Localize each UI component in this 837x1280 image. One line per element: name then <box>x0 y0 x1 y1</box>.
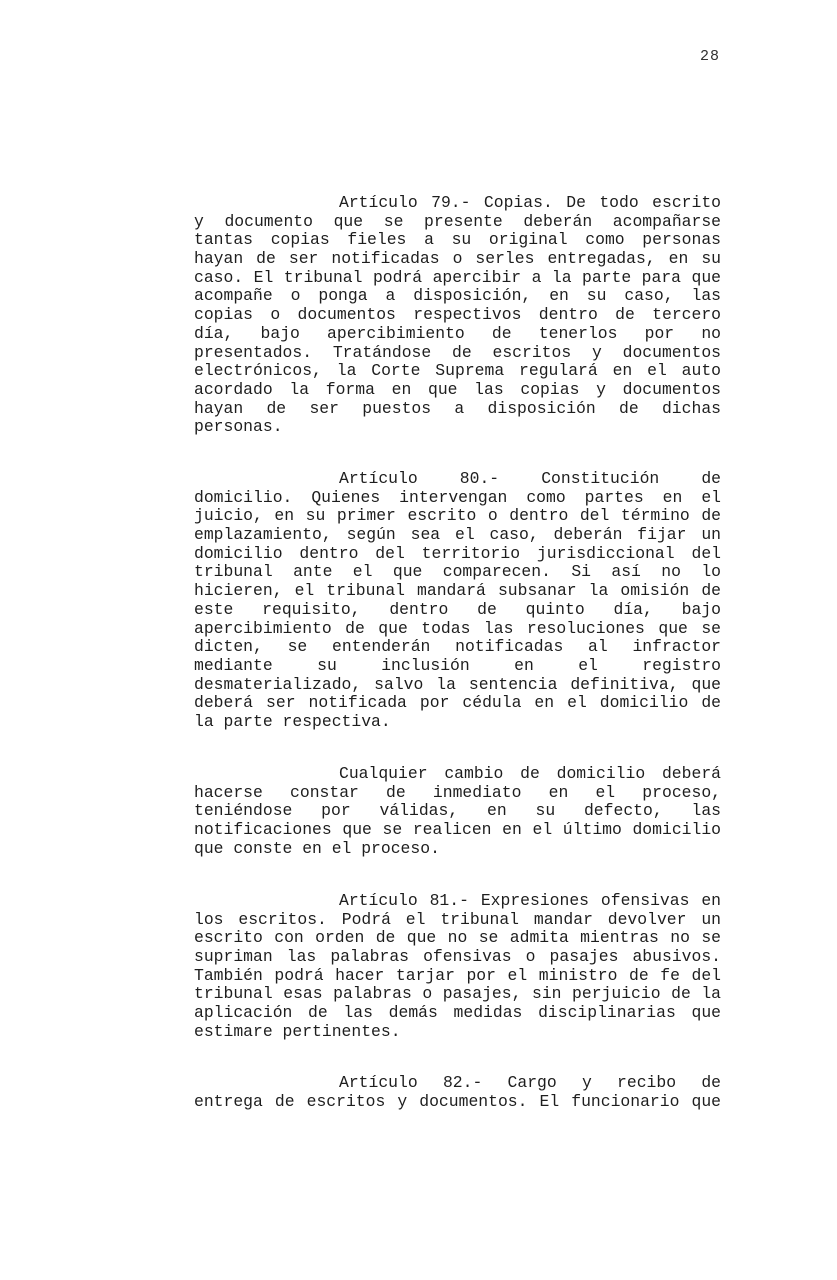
page-number: 28 <box>699 48 720 65</box>
paragraph-heading-line: Artículo 79.- Copias. De todo escrito <box>339 194 721 212</box>
paragraph-heading-line: Artículo 80.- Constitución de <box>339 470 721 488</box>
text-line: los escritos. Podrá el tribunal mandar devolver un <box>194 910 721 929</box>
paragraph-heading-line: Cualquier cambio de domicilio deberá <box>339 765 721 783</box>
text-line: aplicación de las demás medidas disciplinarias que <box>194 1004 721 1023</box>
paragraph-heading-line: Artículo 81.- Expresiones ofensivas en <box>339 892 721 910</box>
paragraph-art80-cont <box>194 765 721 858</box>
paragraph-art81 <box>194 892 721 1042</box>
text-line: hicieren, el tribunal mandará subsanar la omisión de <box>194 582 721 601</box>
text-line: este requisito, dentro de quinto día, bajo <box>194 600 721 619</box>
text-line: domicilio dentro del territorio jurisdiccional del <box>194 544 721 563</box>
text-line: tantas copias fieles a su original como personas <box>194 231 721 250</box>
text-line: copias o documentos respectivos dentro de tercero <box>194 306 721 325</box>
text-line: presentados. Tratándose de escritos y documentos <box>194 343 721 362</box>
text-line: estimare pertinentes. <box>194 1022 401 1041</box>
text-line: apercibimiento de que todas las resoluciones que se <box>194 619 721 638</box>
text-line: entrega de escritos y documentos. El funcionario que <box>194 1092 721 1111</box>
text-line: escrito con orden de que no se admita mientras no se <box>194 929 721 948</box>
text-line: tribunal esas palabras o pasajes, sin perjuicio de la <box>194 985 721 1004</box>
text-line: personas. <box>194 418 283 437</box>
text-line: caso. El tribunal podrá apercibir a la parte para que <box>194 268 721 287</box>
text-line: supriman las palabras ofensivas o pasajes abusivos. <box>194 948 721 967</box>
text-line: teniéndose por válidas, en su defecto, las <box>194 802 721 821</box>
text-line: hacerse constar de inmediato en el proceso, <box>194 783 721 802</box>
text-line: acordado la forma en que las copias y documentos <box>194 380 721 399</box>
text-line: que conste en el proceso. <box>194 839 440 858</box>
paragraph-heading-line: Artículo 82.- Cargo y recibo de <box>339 1074 721 1092</box>
text-line: acompañe o ponga a disposición, en su caso, las <box>194 287 721 306</box>
text-line: electrónicos, la Corte Suprema regulará en el auto <box>194 362 721 381</box>
text-line: la parte respectiva. <box>194 712 391 731</box>
text-line: emplazamiento, según sea el caso, deberán fijar un <box>194 526 721 545</box>
text-line: desmaterializado, salvo la sentencia definitiva, que <box>194 675 721 694</box>
text-line: notificaciones que se realicen en el último domicilio <box>194 821 721 840</box>
paragraph-art80 <box>194 470 721 732</box>
text-line: dicten, se entenderán notificadas al infractor <box>194 638 721 657</box>
text-line: mediante su inclusión en el registro <box>194 656 721 675</box>
text-line: domicilio. Quienes intervengan como partes en el <box>194 488 721 507</box>
text-line: día, bajo apercibimiento de tenerlos por no <box>194 324 721 343</box>
text-line: hayan de ser puestos a disposición de dichas <box>194 399 721 418</box>
text-line: tribunal ante el que comparecen. Si así no lo <box>194 563 721 582</box>
paragraph-art79 <box>194 194 721 437</box>
text-line: y documento que se presente deberán acompañarse <box>194 212 721 231</box>
text-line: hayan de ser notificadas o serles entregadas, en su <box>194 250 721 269</box>
text-line: También podrá hacer tarjar por el ministro de fe del <box>194 966 721 985</box>
paragraph-art82 <box>194 1074 721 1111</box>
text-line: juicio, en su primer escrito o dentro del término de <box>194 507 721 526</box>
text-line: deberá ser notificada por cédula en el domicilio de <box>194 694 721 713</box>
